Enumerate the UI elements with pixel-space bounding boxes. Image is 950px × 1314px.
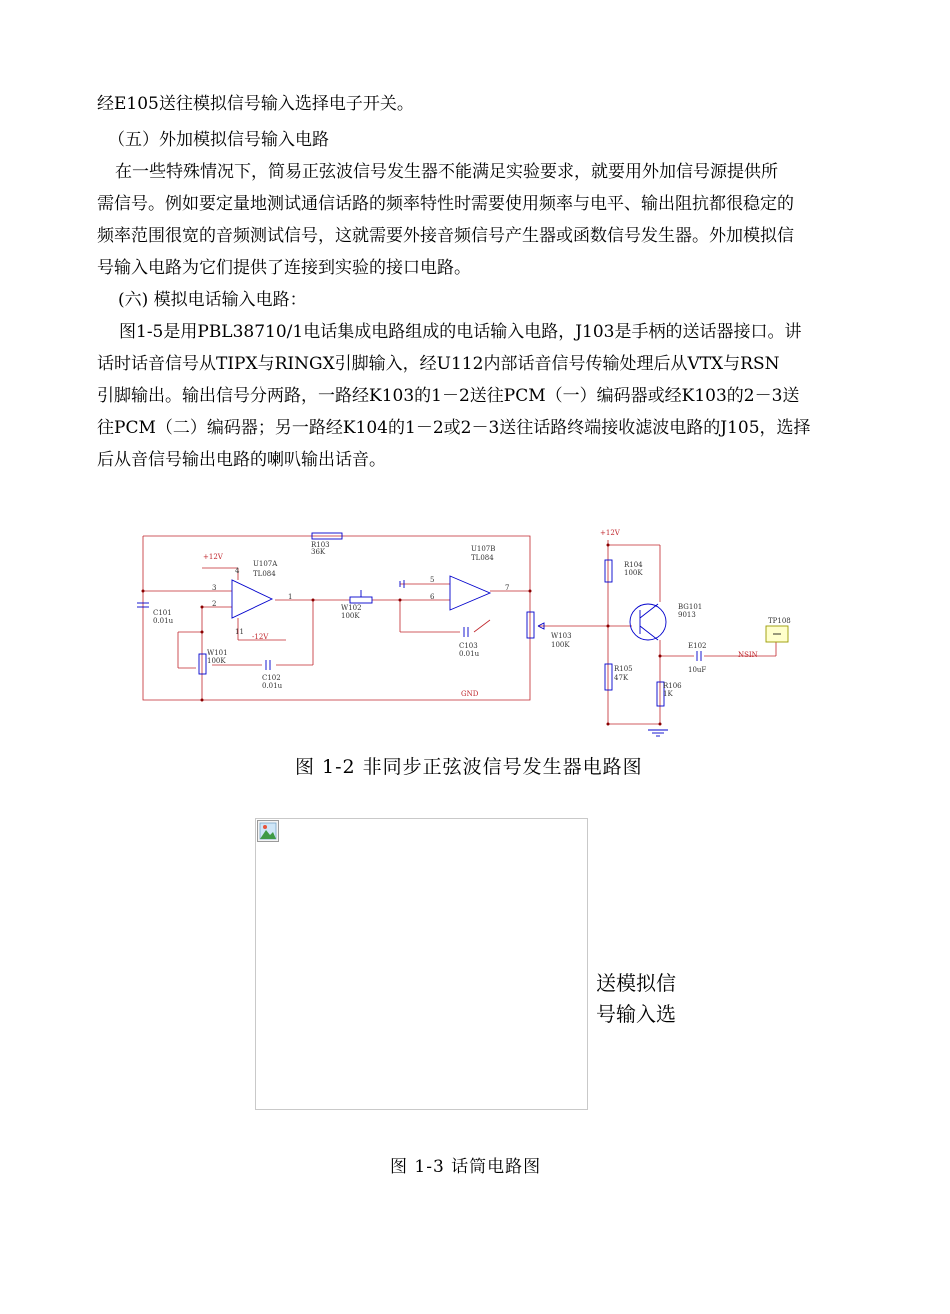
label: NSIN [738, 651, 758, 659]
label: U107B [471, 545, 496, 553]
label: 9013 [678, 611, 696, 619]
label: TL084 [253, 570, 276, 578]
label: R103 [311, 541, 330, 549]
resistor-r105 [605, 664, 612, 690]
label: GND [461, 690, 479, 698]
label: R106 [663, 682, 682, 690]
paragraph-e105 [97, 88, 850, 120]
label: C103 [459, 642, 478, 650]
label: 1K [663, 690, 673, 698]
label: W102 [341, 604, 362, 612]
label: U107A [253, 560, 278, 568]
label: +12V [600, 529, 620, 537]
broken-image-icon [257, 820, 279, 842]
label: 6 [430, 593, 435, 601]
text-line: 经E105送往模拟信号输入选择电子开关。 [97, 94, 414, 114]
text-line: 图1-5是用PBL38710/1电话集成电路组成的电话输入电路，J103是手柄的送话器接口。讲 [119, 322, 802, 342]
text-line: 号输入电路为它们提供了连接到实验的接口电路。 [97, 258, 471, 278]
text-line: 话时话音信号从TIPX与RINGX引脚输入，经U112内部话音信号传输处理后从VTX与RSN [97, 354, 780, 374]
paragraph-external-signal [97, 156, 850, 284]
label: W103 [551, 632, 572, 640]
op-amp-u107a [232, 580, 272, 618]
label: 0.01u [459, 650, 480, 658]
text-line: (六) 模拟电话输入电路： [118, 290, 307, 310]
label: 36K [311, 548, 326, 556]
label: TP108 [768, 617, 791, 625]
label: 100K [624, 569, 643, 577]
text-line: 频率范围很宽的音频测试信号，这就需要外接音频信号产生器或函数信号发生器。外加模拟信 [97, 226, 794, 246]
label: C101 [153, 609, 172, 617]
junction-dots [142, 544, 662, 726]
op-amp-u107b [450, 576, 490, 610]
image-placeholder [255, 818, 588, 1110]
text-line: 引脚输出。输出信号分两路，一路经K103的1－2送往PCM（一）编码器或经K103的2－3送 [97, 386, 800, 406]
label: TL084 [471, 554, 494, 562]
component-labels [153, 529, 791, 698]
label: 11 [235, 628, 244, 636]
label: R104 [624, 561, 643, 569]
label: 4 [235, 567, 240, 575]
label: W101 [207, 649, 228, 657]
potentiometer-w103 [527, 612, 534, 638]
floating-text-line-2: 号输入选 [596, 1002, 676, 1026]
label: 0.01u [262, 682, 283, 690]
text-line: 往PCM（二）编码器；另一路经K104的1－2或2－3送往话路终端接收滤波电路的J105，选择 [97, 418, 811, 438]
label: +12V [203, 553, 223, 561]
section-heading-5 [108, 124, 861, 156]
label: 1 [288, 593, 293, 601]
resistor-r104 [605, 560, 612, 582]
figure-1-2-caption: 图 1-2 非同步正弦波信号发生器电路图 [295, 756, 643, 778]
label: 47K [614, 674, 629, 682]
label: 0.01u [153, 617, 174, 625]
label: 7 [505, 584, 510, 592]
text-line: 后从音信号输出电路的喇叭输出话音。 [97, 450, 386, 470]
label: 100K [207, 657, 226, 665]
label: 100K [341, 612, 360, 620]
floating-text-line-1: 送模拟信 [596, 971, 676, 995]
label: 3 [212, 584, 217, 592]
text-line: 在一些特殊情况下，简易正弦波信号发生器不能满足实验要求，就要用外加信号源提供所 [115, 162, 778, 182]
transistor-bg101 [630, 604, 666, 640]
label: BG101 [678, 603, 703, 611]
sine-generator-circuit-diagram [130, 520, 810, 740]
label: 5 [430, 576, 435, 584]
label: R105 [614, 665, 633, 673]
components [137, 533, 701, 736]
floating-text [596, 968, 706, 1030]
label: 100K [551, 641, 570, 649]
label: E102 [688, 642, 707, 650]
paragraph-phone-input [97, 316, 850, 476]
label: -12V [252, 633, 269, 641]
figure-1-3-caption: 图 1-3 话筒电路图 [390, 1157, 542, 1177]
section-heading-6 [118, 284, 871, 316]
text-line: （五）外加模拟信号输入电路 [108, 130, 329, 150]
label: 10uF [688, 666, 707, 674]
label: 2 [212, 600, 217, 608]
potentiometer-w102 [350, 597, 372, 603]
text-line: 需信号。例如要定量地测试通信话路的频率特性时需要使用频率与电平、输出阻抗都很稳定的 [97, 194, 794, 214]
potentiometer-w101 [199, 654, 206, 674]
label: C102 [262, 674, 281, 682]
